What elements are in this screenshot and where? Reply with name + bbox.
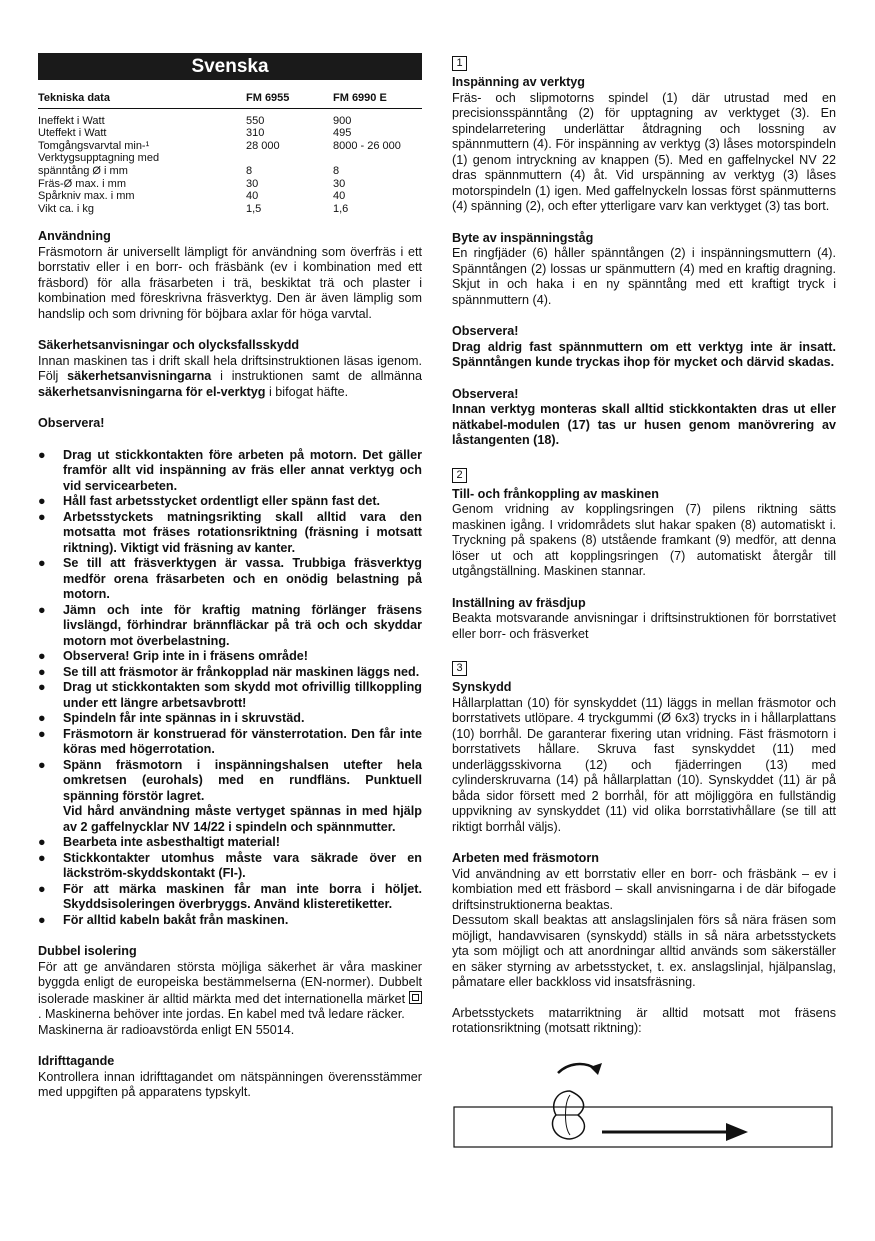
figure-number xyxy=(452,465,836,483)
bullet-icon: ● xyxy=(38,664,46,679)
left-column xyxy=(38,53,422,1101)
list-item xyxy=(38,727,422,758)
section-text: Vid användning av ett borrstativ eller en borr- och fräsbänk – ev i kombiation med ett fräsbord – skall anvisningarna i de där bifogade driftsinstruktionerna beaktas. xyxy=(452,866,836,912)
rotation-arrow-icon xyxy=(558,1064,596,1073)
feed-direction-illustration xyxy=(452,1053,836,1153)
list-item xyxy=(38,448,422,495)
rotation-arrowhead-icon xyxy=(590,1063,602,1075)
list-item xyxy=(38,665,422,681)
list-item xyxy=(38,711,422,727)
section-text: Maskinerna är radioavstörda enligt EN 55014. xyxy=(38,1022,295,1037)
bullet-icon: ● xyxy=(38,680,46,695)
list-item-text: Spänn fräsmotorn i inspänningshalsen utefter hela omkretsen (eurohals) med en rundfläns. Punktuell spänning förstör lagret. xyxy=(63,757,422,803)
language-banner: Svenska xyxy=(38,53,422,80)
list-item xyxy=(38,649,422,665)
section-heading: Observera! xyxy=(38,416,105,431)
table-cell: 8000 - 26 000 xyxy=(333,139,401,152)
list-item-continuation: Vid hård användning måste vertyget spännas in med hjälp av 2 gaffelnycklar NV 14/22 i spindeln och spännmutter. xyxy=(63,804,422,834)
section-heading: Idrifttagande xyxy=(38,1054,115,1069)
section-usage xyxy=(38,229,422,322)
table-header-cell: FM 6955 xyxy=(246,92,290,104)
technical-data-table xyxy=(38,92,422,215)
table-cell: spänntång Ø i mm xyxy=(38,164,128,177)
table-cell: Vikt ca. i kg xyxy=(38,202,95,215)
section-text: Drag aldrig fast spännmuttern om ett verktyg inte är insatt. Spänntången kunde tryckas ihop för mycket och därvid skadas. xyxy=(452,339,836,369)
table-row xyxy=(38,140,422,153)
bullet-icon: ● xyxy=(38,850,46,865)
bullet-icon: ● xyxy=(38,726,46,741)
table-row xyxy=(38,203,422,216)
section-heading: Observera! xyxy=(452,386,519,401)
section-text: En ringfjäder (6) håller spänntången (2) i inspänningsmuttern (4). Spänntången (2) lossas ur spänmuttern (4) med en kraftig dragning. Skjut in och haka i en ny spänntång med ett kraftigt tryck i spännmuttern (4). xyxy=(452,246,836,307)
text-run-bold: säkerhetsanvisningarna för el-verktyg xyxy=(38,384,266,399)
list-item-text: Spindeln får inte spännas in i skruvstäd. xyxy=(63,711,305,726)
list-item-text: Håll fast arbetsstycket ordentligt eller spänn fast det. xyxy=(63,494,381,509)
table-cell: Spårkniv max. i mm xyxy=(38,190,135,203)
list-item xyxy=(38,556,422,603)
bullet-icon: ● xyxy=(38,556,46,571)
table-row xyxy=(38,152,422,165)
bullet-icon: ● xyxy=(38,649,46,664)
section-depth xyxy=(452,596,836,643)
section-heading: Dubbel isolering xyxy=(38,944,137,959)
list-item-text: För att märka maskinen får man inte borra i höljet. Skyddsisoleringen överbryggs. Använd klisteretiketter. xyxy=(63,881,422,912)
section-text: Arbetsstyckets matarriktning är alltid motsatt mot fräsens rotationsriktning (motsatt riktning): xyxy=(452,1005,836,1035)
bullet-icon: ● xyxy=(38,711,46,726)
list-item xyxy=(38,680,422,711)
section-double-insulation xyxy=(38,944,422,1038)
section-text: Fräsmotorn är universellt lämpligt för användning som överfräs i ett borrstativ eller i en borr- och fräsbänk (ev i kombination med ett fräsbord) för alla fräsarbeten i trä, beskiktat trä och plaster i kombination med föreskrivna fräsverktyg. Den är även lämplig som handslip och som drivning för böjbara axlar för höga varvtal. xyxy=(38,244,422,321)
list-item-text: Bearbeta inte asbesthaltigt material! xyxy=(63,835,280,850)
bullet-icon: ● xyxy=(38,835,46,850)
section-text: Genom vridning av kopplingsringen (7) pilens riktning sätts maskinen igång. I vridområdets slut hakar spaken (8) automatiskt i. Tryckning på spakens (8) utstående framkant (9) medför, att denna löser ut och att kopplingsringen (7) automatiskt återgår till utgångställning. Maskinen stannar. xyxy=(452,502,836,578)
section-heading: Byte av inspänningståg xyxy=(452,230,594,245)
figure-number-box: 1 xyxy=(452,56,467,71)
list-item-text: Drag ut stickkontakten före arbeten på motorn. Det gäller framför allt vid inspänning av fräs eller annat verktyg och vid servicearbeten. xyxy=(63,447,422,493)
list-item xyxy=(38,913,422,929)
list-item xyxy=(38,882,422,913)
list-item xyxy=(38,835,422,851)
section-text: Hållarplattan (10) för synskyddet (11) läggs in mellan fräsmotor och borrstativets utlöpare. 4 tryckgummi (Ø 6x3) trycks in i hållarplattans (10) borrhål. De garanterar fixering utan vridning. Fäst fräsmotorn i borrstativets hållare. Skruva fast synskyddet (11) med underläggsskivorna (12) och fjäderringen (13) med cylinderskruvarna (14) på hållarplattan (10). Synskyddet (11) är på båda sidor försett med 2 borrhål, för att möjliggöra en fullständig uppvikning av synskyddet (11) vid olika borrstativhållare (se till att riktigt borrhål väljs). xyxy=(452,695,836,834)
table-row xyxy=(38,115,422,128)
section-safety xyxy=(38,338,422,400)
section-text xyxy=(38,354,422,401)
section-heading: Synskydd xyxy=(452,680,512,694)
table-cell: Tomgångsvarvtal min-¹ xyxy=(38,139,150,152)
list-item-text: För alltid kabeln bakåt från maskinen. xyxy=(63,912,289,927)
list-item xyxy=(38,758,422,836)
table-cell: Ineffekt i Watt xyxy=(38,114,105,127)
right-column xyxy=(452,53,836,1158)
text-run: i bifogat häfte. xyxy=(265,384,349,399)
section-text xyxy=(38,960,422,1023)
text-run: i instruktionen samt de allmänna xyxy=(211,369,422,384)
section-text: Innan verktyg monteras skall alltid stickkontakten dras ut eller nätkabel-modulen (17) tas ur husen genom manövrering av låstangenten (18). xyxy=(452,402,836,447)
table-row xyxy=(38,165,422,178)
list-item-text: Observera! Grip inte in i fräsens område! xyxy=(63,649,308,664)
list-item-text: Stickkontakter utomhus måste vara säkrade över en läckström-skyddskontakt (FI-). xyxy=(63,850,422,881)
text-run: För att ge användaren största möjliga säkerhet är våra maskiner byggda enligt de europeiska bestämmelserna (EN-normer). Dubbelt isolerade maskiner är alltid märkta med det internationella märket xyxy=(38,959,422,1006)
list-item xyxy=(38,494,422,510)
feed-direction-diagram xyxy=(452,1053,836,1158)
list-item-text: Se till att fräsverktygen är vassa. Trubbiga fräsverktyg medför orena fräsarbeten och en onödig belastning på motorn. xyxy=(63,556,422,602)
table-cell: 310 xyxy=(246,127,265,140)
workpiece-shape xyxy=(454,1107,832,1147)
double-insulation-icon xyxy=(409,991,422,1004)
list-item-text: Arbetsstyckets matningsrikting skall alltid vara den motsatta mot fräses rotationsriktning (fräsning i motsatt riktning). Viktigt vid fräsning av kanter. xyxy=(63,509,422,555)
bullet-icon: ● xyxy=(38,494,46,509)
section-heading: Till- och frånkoppling av maskinen xyxy=(452,486,659,501)
table-row xyxy=(38,127,422,140)
table-cell: 40 xyxy=(246,190,259,203)
bullet-icon: ● xyxy=(38,912,46,927)
table-cell: 8 xyxy=(246,164,253,177)
table-header-cell: Tekniska data xyxy=(38,92,110,104)
figure-number-box: 2 xyxy=(452,468,467,483)
table-cell: Verktygsupptagning med xyxy=(38,152,160,165)
section-notice xyxy=(452,387,836,449)
list-item xyxy=(38,851,422,882)
list-item-text: Jämn och inte för kraftig matning förlänger fräsens livslängd, förhindrar brännfläckar på trä och och skyddar motorn mot överbelastning. xyxy=(63,602,422,648)
table-row xyxy=(38,190,422,203)
table-cell: 495 xyxy=(333,127,352,140)
table-cell: 30 xyxy=(246,177,259,190)
table-cell: 40 xyxy=(333,190,346,203)
list-item-text: Fräsmotorn är konstruerad för vänsterrotation. Den får inte köras med högerrotation. xyxy=(63,726,422,757)
table-header-cell: FM 6990 E xyxy=(333,92,387,104)
section-text: Fräs- och slipmotorns spindel (1) där utrustad med en precisionsspänntång (2) för upptagning av verktyget (3). En spindelarretering underlättar åtdragning och lossning av spännmuttern (4). För inspänning av verktyg (3) låses motorspindeln (1) genom intryckning av knappen (5). Med en gaffelnyckel NV 22 dras spännmuttern (4) åt. Vid urspänning av verktyg (3) låses motorspindeln (1) igen. Med gaffelnyckeln lossas först spänmutterns (4) spänning (2), och efter ytterligare varv kan verktyget (3) tas bort. xyxy=(452,90,836,213)
section-text: Beakta motsvarande anvisningar i driftsinstruktionen för borrstativet eller borr- och fräsverket xyxy=(452,611,836,641)
section-text: Kontrollera innan idrifttagandet om nätspänningen överensstämmer med uppgiften på apparatens typskylt. xyxy=(38,1069,422,1100)
section-heading: Observera! xyxy=(452,324,519,338)
table-row xyxy=(38,178,422,191)
section-heading: Inställning av fräsdjup xyxy=(452,595,586,610)
list-item xyxy=(38,510,422,557)
bullet-icon: ● xyxy=(38,881,46,896)
text-run: Innan maskinen tas i drift skall hela driftsinstruktionen läsas igenom. Följ xyxy=(38,353,422,384)
section-guard xyxy=(452,680,836,835)
section-working xyxy=(452,851,836,1037)
section-collet-change xyxy=(452,231,836,309)
text-run-bold: säkerhetsanvisningarna xyxy=(67,369,212,384)
list-item-text: Drag ut stickkontakten som skydd mot ofrivillig tillkoppling under ett längre arbetsavbrott! xyxy=(63,680,422,710)
table-cell: 8 xyxy=(333,164,340,177)
table-cell: 550 xyxy=(246,114,265,127)
section-text: Dessutom skall beaktas att anslagslinjalen förs så nära fräsen som möjligt, handavvisaren (synskydd) ställs in så nära arbetsstyckets yta som möjligt och att anordningar alltid används som säkerställer en säker styrning av arbetsstycket, t. ex. anslagslinjal, hjälpanslag, påmatare eller backkloss vid insatsfräsning. xyxy=(452,913,836,989)
bullet-icon: ● xyxy=(38,602,46,617)
section-notice xyxy=(452,324,836,371)
text-run: . Maskinerna behöver inte jordas. En kabel med två ledare räcker. xyxy=(38,1007,405,1022)
table-header xyxy=(38,92,422,109)
table-cell: Fräs-Ø max. i mm xyxy=(38,177,126,190)
table-cell xyxy=(333,152,422,165)
table-cell: 1,5 xyxy=(246,202,262,215)
table-cell: Uteffekt i Watt xyxy=(38,127,107,140)
section-notice xyxy=(38,416,422,432)
section-switch xyxy=(452,487,836,580)
section-heading: Användning xyxy=(38,229,111,244)
table-cell: 900 xyxy=(333,114,352,127)
section-heading: Arbeten med fräsmotorn xyxy=(452,851,599,865)
section-heading: Säkerhetsanvisningar och olycksfallsskydd xyxy=(38,338,300,353)
figure-number-box: 3 xyxy=(452,661,467,676)
table-cell: 28 000 xyxy=(246,139,280,152)
table-cell: 1,6 xyxy=(333,202,349,215)
bullet-icon: ● xyxy=(38,509,46,524)
section-startup xyxy=(38,1054,422,1101)
figure-number xyxy=(452,658,836,676)
table-cell xyxy=(246,152,333,165)
bullet-icon: ● xyxy=(38,447,46,462)
bullet-icon: ● xyxy=(38,757,46,772)
figure-number xyxy=(452,53,836,71)
table-cell: 30 xyxy=(333,177,346,190)
section-tool-clamping xyxy=(452,75,836,215)
list-item xyxy=(38,603,422,650)
list-item-text: Se till att fräsmotor är frånkopplad när maskinen läggs ned. xyxy=(63,664,420,679)
safety-bullet-list xyxy=(38,448,422,929)
section-heading: Inspänning av verktyg xyxy=(452,75,585,89)
